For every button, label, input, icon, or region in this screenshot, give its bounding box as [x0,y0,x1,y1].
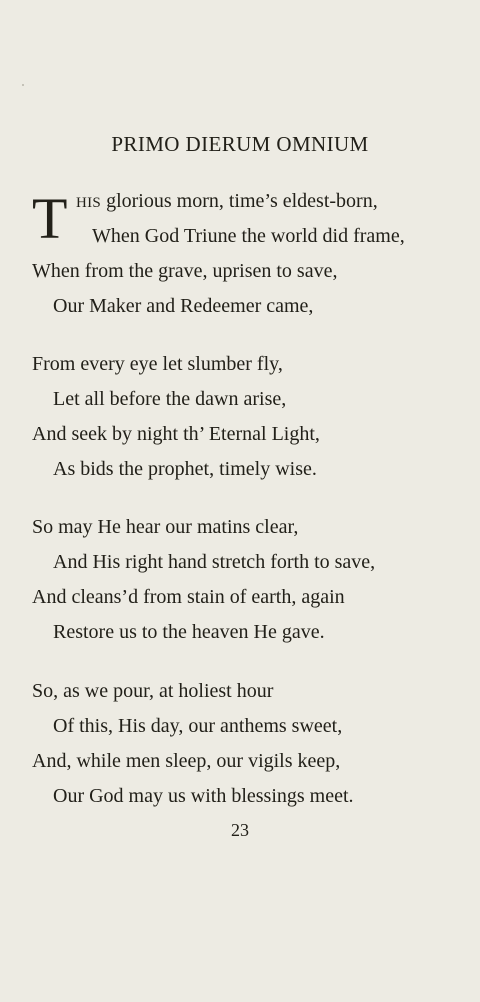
paper-speck [22,84,24,86]
stanza-2-line-2: Let all before the dawn arise, [53,388,287,410]
stanza-3-line-3: And cleans’d from stain of earth, again [32,586,345,608]
stanza-3-line-4: Restore us to the heaven He gave. [53,621,325,643]
stanza-4-line-4: Our God may us with blessings meet. [53,785,354,807]
stanza-4-line-1: So, as we pour, at holiest hour [32,680,274,702]
stanza-2-line-4: As bids the prophet, timely wise. [53,458,317,480]
drop-cap: T [32,186,68,251]
stanza-2-line-3: And seek by night th’ Eternal Light, [32,423,320,445]
page-title: PRIMO DIERUM OMNIUM [111,132,369,156]
stanza-4-line-2: Of this, His day, our anthems sweet, [53,715,343,737]
stanza-1-line-1-rest: glorious morn, time’s eldest-born, [101,190,378,212]
page-number: 23 [231,820,249,840]
stanza-1-line-1-smallcaps: HIS [76,195,102,211]
stanza-4-line-3: And, while men sleep, our vigils keep, [32,750,341,772]
stanza-3-line-1: So may He hear our matins clear, [32,516,299,538]
stanza-1-line-3: When from the grave, uprisen to save, [32,260,338,282]
stanza-1-line-4: Our Maker and Redeemer came, [53,295,314,317]
stanza-2-line-1: From every eye let slumber fly, [32,353,283,375]
stanza-1-line-1 [76,191,378,211]
stanza-3-line-2: And His right hand stretch forth to save, [53,551,376,573]
stanza-1-line-2: When God Triune the world did frame, [92,225,405,247]
